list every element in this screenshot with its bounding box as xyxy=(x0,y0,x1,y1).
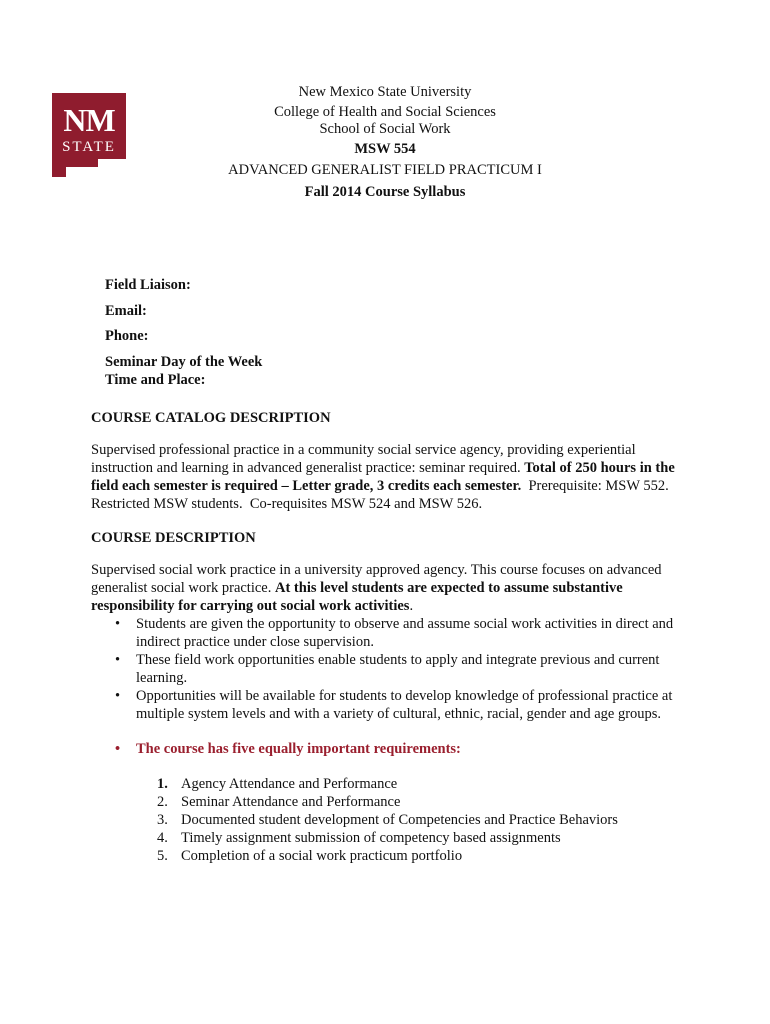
requirement-number: 5. xyxy=(157,848,168,864)
list-item xyxy=(91,847,691,865)
requirement-text: Documented student development of Competencies and Practice Behaviors xyxy=(181,812,618,828)
bullet-icon: • xyxy=(115,688,121,704)
bullet-icon: • xyxy=(115,741,121,757)
list-item xyxy=(91,687,691,723)
requirement-number: 4. xyxy=(157,830,168,846)
school-name: School of Social Work xyxy=(319,121,451,137)
description-text-1: Supervised social work practice in a university approved agency. This course focuses on advanced generalist social work practice. xyxy=(91,562,662,596)
syllabus-header xyxy=(0,83,770,202)
catalog-description-section xyxy=(91,409,691,513)
requirement-text: Completion of a social work practicum portfolio xyxy=(181,848,463,864)
list-item xyxy=(91,811,691,829)
list-item xyxy=(91,775,691,793)
requirements-highlight: The course has five equally important requirements: xyxy=(136,741,461,757)
requirement-number: 1. xyxy=(157,776,168,792)
contact-fields xyxy=(105,276,262,389)
catalog-heading: COURSE CATALOG DESCRIPTION xyxy=(91,410,331,426)
bullet-icon: • xyxy=(115,616,121,632)
catalog-paragraph xyxy=(91,441,691,513)
bullet-icon: • xyxy=(115,652,121,668)
description-paragraph xyxy=(91,561,691,615)
catalog-bold-text: Total of 250 hours in the field each semester is required – Letter grade, 3 credits each semester. xyxy=(91,460,675,494)
requirement-text: Agency Attendance and Performance xyxy=(181,776,398,792)
requirement-number: 2. xyxy=(157,794,168,810)
college-name: College of Health and Social Sciences xyxy=(274,103,496,120)
requirements-list xyxy=(91,775,691,865)
course-description-section xyxy=(91,529,691,865)
course-title: ADVANCED GENERALIST FIELD PRACTICUM I xyxy=(228,162,542,178)
email-label: Email: xyxy=(105,302,147,319)
description-text-2: . xyxy=(409,598,414,614)
university-name: New Mexico State University xyxy=(298,84,472,100)
svg-text:NM: NM xyxy=(63,102,115,138)
requirement-number: 3. xyxy=(157,812,168,828)
phone-label: Phone: xyxy=(105,328,149,344)
seminar-day-label: Seminar Day of the Week xyxy=(105,353,263,370)
course-term: Fall 2014 Course Syllabus xyxy=(304,183,466,200)
bullet-text: Opportunities will be available for students to develop knowledge of professional practice at multiple system levels and with a variety of cultural, ethnic, racial, gender and age groups. xyxy=(136,688,673,722)
list-item xyxy=(91,793,691,811)
bullet-text: These field work opportunities enable students to apply and integrate previous and current learning. xyxy=(136,652,660,686)
requirement-text: Timely assignment submission of competency based assignments xyxy=(181,830,561,846)
description-heading: COURSE DESCRIPTION xyxy=(91,530,256,546)
catalog-text-1: Supervised professional practice in a community social service agency, providing experiential instruction and learning in advanced generalist practice: seminar required. xyxy=(91,442,636,476)
time-place-label: Time and Place: xyxy=(105,371,206,388)
course-code: MSW 554 xyxy=(354,140,416,157)
list-item xyxy=(91,829,691,847)
description-bold-text: At this level students are expected to assume substantive responsibility for carrying out social work activities xyxy=(91,580,623,614)
list-item xyxy=(91,651,691,687)
bullet-text: Students are given the opportunity to observe and assume social work activities in direct and indirect practice under close supervision. xyxy=(136,616,674,650)
svg-text:STATE: STATE xyxy=(62,139,116,155)
list-item-highlight xyxy=(91,740,691,758)
description-bullets xyxy=(91,615,691,758)
catalog-text-2: Prerequisite: MSW 552. Restricted MSW students. Co-requisites MSW 524 and MSW 526. xyxy=(91,478,676,512)
field-liaison-label: Field Liaison: xyxy=(105,277,191,293)
list-item xyxy=(91,615,691,651)
requirement-text: Seminar Attendance and Performance xyxy=(181,794,401,810)
